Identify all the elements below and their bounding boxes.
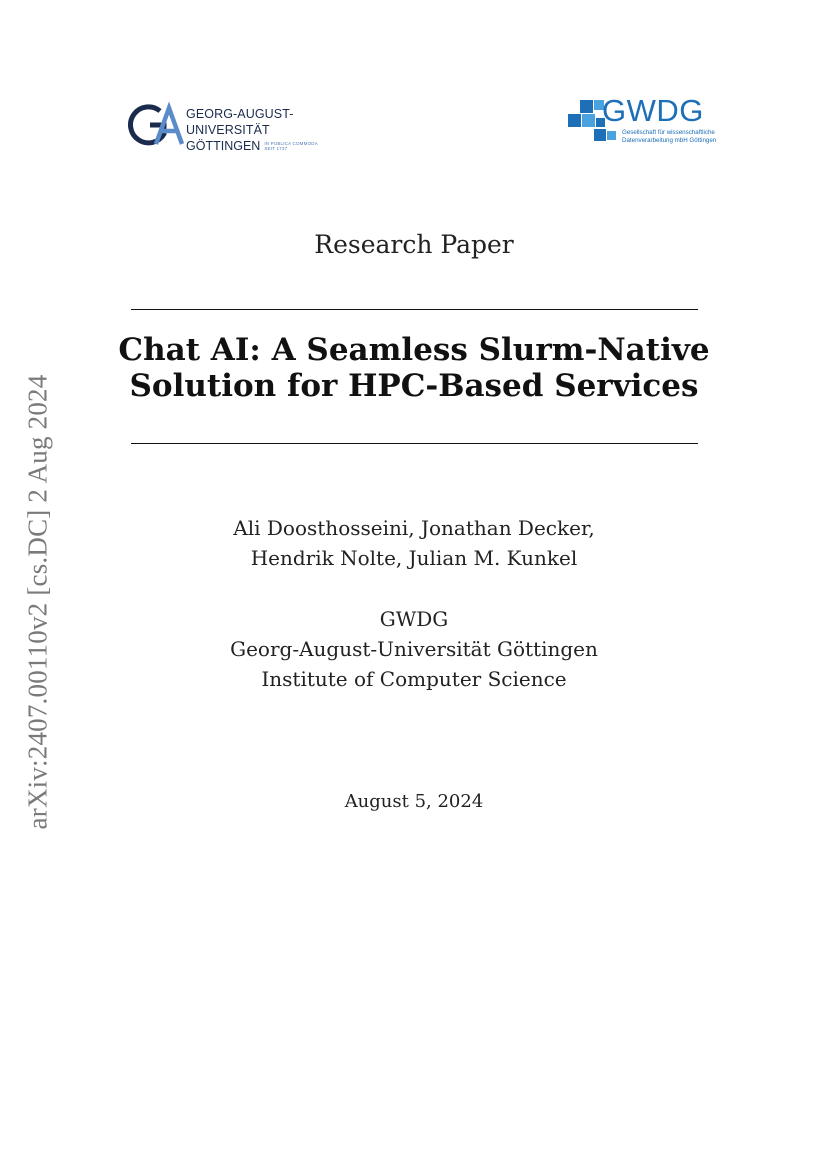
affiliation-line-1: GWDG <box>379 607 449 631</box>
gwdg-wordmark: GWDG <box>602 93 704 128</box>
university-name-line2: GÖTTINGEN <box>186 139 261 153</box>
university-logo <box>126 100 366 153</box>
authors-line-2: Hendrik Nolte, Julian M. Kunkel <box>250 546 578 570</box>
title-rule-top <box>131 309 698 310</box>
title-line-1: Chat AI: A Seamless Slurm-Native <box>118 332 710 368</box>
publication-date: August 5, 2024 <box>344 791 484 812</box>
gwdg-subtitle-1: Gesellschaft für wissenschaftliche <box>622 129 715 136</box>
university-motto-2: SEIT 1737 <box>264 146 288 151</box>
paper-title <box>0 332 828 404</box>
gwdg-subtitle-2: Datenverarbeitung mbH Göttingen <box>622 136 717 144</box>
affiliation-line-3: Institute of Computer Science <box>261 667 567 691</box>
university-motto-1: IN PUBLICA COMMODA <box>264 140 318 146</box>
university-name-line1: GEORG-AUGUST-UNIVERSITÄT <box>186 107 294 137</box>
paper-type: Research Paper <box>314 230 514 259</box>
affiliation <box>0 604 828 694</box>
gwdg-logo <box>566 93 736 148</box>
title-line-2: Solution for HPC-Based Services <box>129 368 699 404</box>
university-emblem-icon <box>126 102 184 148</box>
affiliation-line-2: Georg-August-Universität Göttingen <box>230 637 598 661</box>
arxiv-stamp: arXiv:2407.00110v2 [cs.DC] 2 Aug 2024 <box>22 374 53 830</box>
authors-line-1: Ali Doosthosseini, Jonathan Decker, <box>233 516 595 540</box>
title-rule-bottom <box>131 443 698 444</box>
authors <box>0 513 828 573</box>
